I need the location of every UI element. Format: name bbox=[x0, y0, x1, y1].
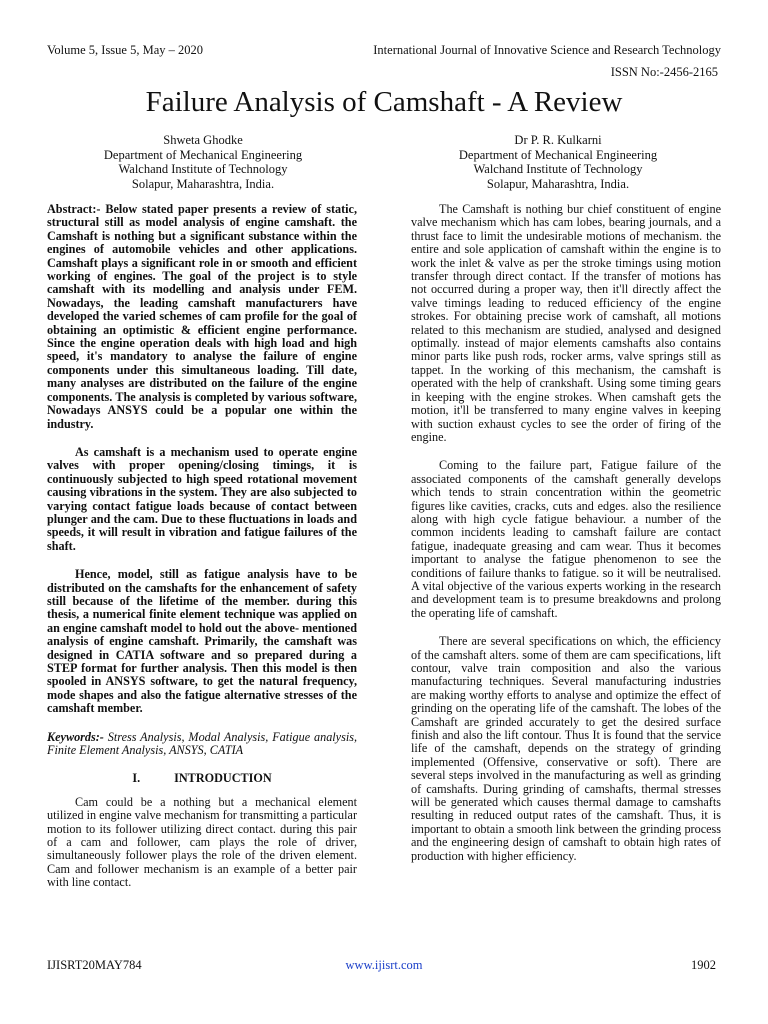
abstract-paragraph: Abstract:- Below stated paper presents a review of static, structural still as model analysis of engine camshaft. the Camshaft is nothing but a significant substance within the engines of automobile vehicles and other applications. Camshaft plays a significant role in or smooth and efficient working of engines. The goal of the project is to style camshaft with its modelling and analysis under FEM. Nowadays, the leading camshaft manufacturers have developed the varied schemes of cam profile for the goal of obtaining an optimistic & efficient engine performance. Since the engine operation deals with high load and high speed, it's mandatory to analyse the failure of engine components under this simultaneous loading. Till date, many analyses are distributed on the failure of the engine components. The analysis is completed by various software, Nowadays ANSYS could be a popular one within the industry. bbox=[47, 202, 357, 431]
paper-title: Failure Analysis of Camshaft - A Review bbox=[145, 86, 623, 118]
section-heading bbox=[47, 772, 357, 785]
body-paragraph: As camshaft is a mechanism used to operate engine valves with proper opening/closing timings, it is continuously subjected to high speed rotational movement causing vibrations in the system. They are also subjected to varying contact fatigue loads because of contact between plunger and the cam. Due to these fluctuations in loads and speeds, it will result in vibration and fatigue failures of the shaft. bbox=[47, 444, 357, 553]
author-location: Solapur, Maharashtra, India. bbox=[486, 176, 630, 191]
author-institute: Walchand Institute of Technology bbox=[473, 162, 643, 176]
body-paragraph: Coming to the failure part, Fatigue failure of the associated components of the camshaft generally develops which tends to strain concentration within the geometric figures like cavities, cracks, cuts and edges. also the resilience along with high cycle fatigue behaviour. a number of the common incidents leading to camshaft failure are contact fatigue, inadequate greasing and cam wear. Thus it becomes important to analyse the fatigue phenomenon to see the conditions of failure thanks to fatigue. so it will be neutralised. A vital objective of the various experts working in the research and development team is to presume breakdowns and prolong the operating life of camshaft. bbox=[411, 458, 721, 620]
author-name: Dr P. R. Kulkarni bbox=[514, 133, 602, 147]
body-paragraph: The Camshaft is nothing bur chief constituent of engine valve mechanism which has cam lobes, bearing journals, and a thrust face to limit the undesirable motions of mechanism. the entire and sole application of camshaft within the engine is to work the inlet & valve as per the stroke timings using motion transfer through direct contact. If the transfer of motions has not occurred during a proper way, then it'll directly affect the valve timings leading to reduced efficiency of the engine strokes. For obtaining precise work of camshaft, all motions related to this mechanism are studied, analysed and designed optimally. instead of major elements camshafts also contains minor parts like push rods, rocker arms, valve springs still as tappet. In the working of this mechanism, the camshaft is operated with the help of crankshaft. Using some timing gears in keeping with the engine strokes. When camshaft gets the motion, it'll be transferred to many engine valves in keeping with suction exhaust cycles to see the order of firing of the engine. bbox=[411, 202, 721, 444]
section-title: INTRODUCTION bbox=[174, 771, 272, 786]
body-paragraph: Hence, model, still as fatigue analysis have to be distributed on the camshafts for the enhancement of safety still because of the lifetime of the member. during this thesis, a numerical finite element technique was applied on an engine camshaft model to hold out the above- mentioned analysis of engine camshaft. Primarily, the camshaft was designed in CATIA software and so prepared during a STEP format for further analysis. Then this model is then spooled in ANSYS software, to get the natural frequency, mode shapes and also the fatigue alternative stresses of the camshaft member. bbox=[47, 567, 357, 716]
left-column bbox=[47, 203, 357, 905]
journal-name: International Journal of Innovative Science and Research Technology bbox=[373, 43, 721, 57]
issn-number: ISSN No:-2456-2165 bbox=[610, 65, 718, 79]
volume-issue: Volume 5, Issue 5, May – 2020 bbox=[47, 43, 204, 57]
page-number: 1902 bbox=[691, 958, 716, 972]
author-block-1 bbox=[63, 133, 343, 191]
journal-url-link[interactable]: www.ijisrt.com bbox=[345, 958, 423, 972]
section-number: I. bbox=[132, 771, 141, 786]
author-department: Department of Mechanical Engineering bbox=[458, 147, 658, 162]
right-column bbox=[411, 203, 721, 878]
paper-id: IJISRT20MAY784 bbox=[47, 958, 142, 972]
keywords bbox=[47, 731, 357, 758]
author-location: Solapur, Maharashtra, India. bbox=[131, 176, 275, 191]
keywords-text: Stress Analysis, Modal Analysis, Fatigue analysis, Finite Element Analysis, ANSYS, CATIA bbox=[47, 729, 358, 758]
author-block-2 bbox=[418, 133, 698, 191]
body-paragraph: Cam could be a nothing but a mechanical element utilized in engine valve mechanism for transmitting a particular motion to its follower utilizing direct contact. during this pair of a cam and follower, cam plays the role of driver, simultaneously follower plays the role of the driven element. Cam and follower mechanism is an example of a better pair with line contact. bbox=[47, 794, 358, 890]
author-institute: Walchand Institute of Technology bbox=[118, 162, 288, 176]
keywords-label: Keywords:- bbox=[47, 729, 104, 744]
author-name: Shweta Ghodke bbox=[163, 133, 243, 147]
author-department: Department of Mechanical Engineering bbox=[103, 147, 303, 162]
body-paragraph: There are several specifications on which, the efficiency of the camshaft alters. some of them are cam specifications, lift contour, valve train composition and also the various manufacturing techniques. Several manufacturing industries are making worthy efforts to analyse and optimize the effect of grinding on the operating life of the camshaft. The lobes of the Camshaft are grinded accurately to get the desired surface finish and also the lift contour. Thus It is found that the service life of the camshaft, depends on the strategy of grinding implemented (Offensive, conservative or soft). There are several steps involved in the manufacturing as well as grinding of camshafts. During grinding of camshafts, thermal stresses will be generated which causes thermal damage to camshafts resulting in reduced output rates of the camshaft. Thus, it is important to obtain a smooth link between the grinding process and the engineering design of camshaft to obtain high rates of production with higher efficiency. bbox=[411, 634, 721, 863]
